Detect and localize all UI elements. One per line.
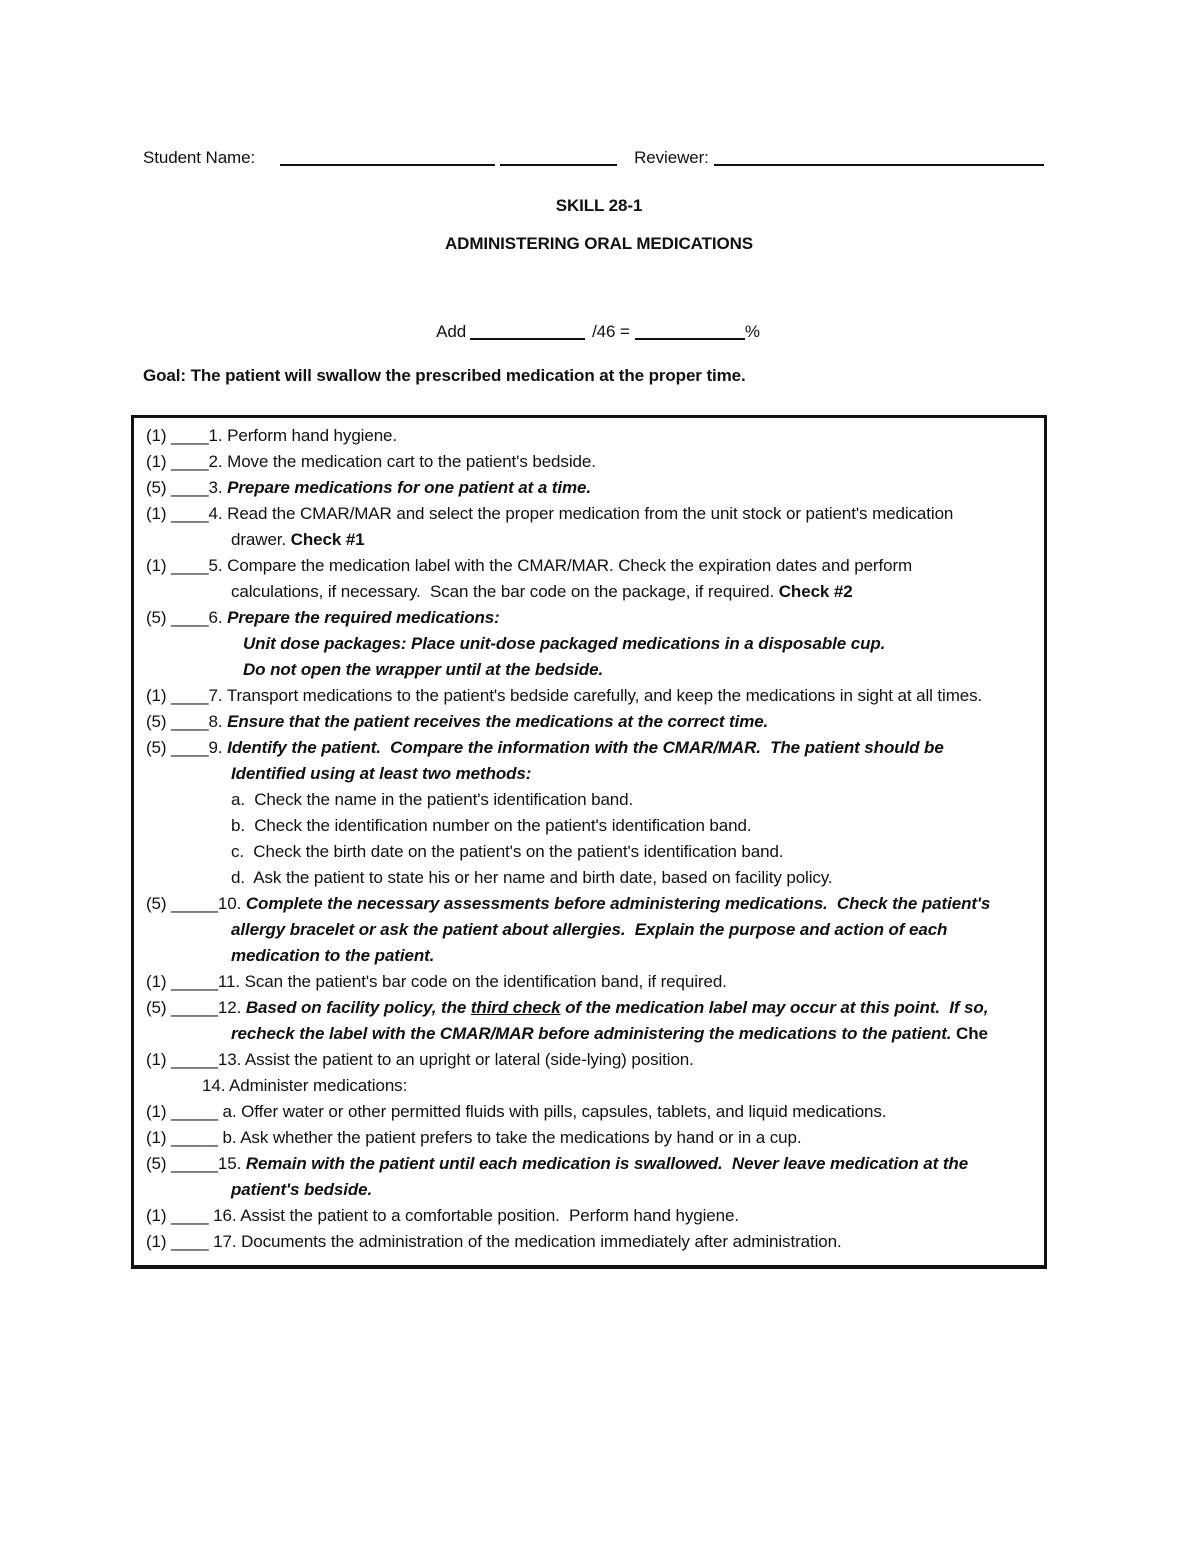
item-text-run: Assist the patient to an upright or lateral (side-lying) position. bbox=[244, 1050, 694, 1069]
item-blank: _____ bbox=[171, 1050, 218, 1069]
checklist-item-line bbox=[146, 891, 1038, 917]
goal-statement: Goal: The patient will swallow the prescribed medication at the proper time. bbox=[143, 366, 746, 385]
item-text-run: third check bbox=[470, 998, 561, 1017]
item-text-run: Perform hand hygiene. bbox=[227, 426, 398, 445]
checklist-item-line bbox=[146, 501, 1038, 527]
checklist-box bbox=[131, 415, 1047, 1269]
item-text-run: Check #2 bbox=[778, 582, 853, 601]
item-number: 1. bbox=[208, 426, 223, 445]
checklist-item-line bbox=[146, 1151, 1038, 1177]
item-points: (5) bbox=[146, 608, 167, 627]
item-blank: ____ bbox=[171, 556, 209, 575]
student-name-label: Student Name: bbox=[143, 148, 256, 167]
student-name-blank bbox=[280, 161, 495, 166]
item-points: (5) bbox=[146, 1154, 167, 1173]
checklist-item-continuation bbox=[146, 943, 1038, 969]
item-blank: _____ bbox=[171, 1154, 218, 1173]
percent-blank bbox=[635, 335, 745, 340]
item-text-run: Che bbox=[956, 1024, 988, 1043]
page-title: ADMINISTERING ORAL MEDICATIONS bbox=[444, 234, 754, 253]
item-text-run: Ensure that the patient receives the medications at the correct time. bbox=[227, 712, 769, 731]
item-blank: ____ bbox=[171, 426, 209, 445]
item-text-run: Remain with the patient until each medication is swallowed. Never leave medication at the bbox=[245, 1154, 969, 1173]
checklist-item-line bbox=[146, 995, 1038, 1021]
checklist-item-line bbox=[146, 1229, 1038, 1255]
reviewer-label: Reviewer: bbox=[634, 148, 709, 167]
item-text-run: Check the birth date on the patient's on the patient's identification band. bbox=[253, 842, 784, 861]
item-number: 6. bbox=[208, 608, 223, 627]
student-name-blank-2 bbox=[500, 161, 617, 166]
item-points: (1) bbox=[146, 556, 167, 575]
item-text-run: Check the name in the patient's identification band. bbox=[254, 790, 634, 809]
item-number: 9. bbox=[208, 738, 223, 757]
item-text-run: Scan the patient's bar code on the identification band, if required. bbox=[244, 972, 727, 991]
score-blank bbox=[470, 335, 585, 340]
item-number: 14. bbox=[202, 1076, 226, 1095]
document-content bbox=[131, 148, 1047, 1269]
item-blank: ____ bbox=[171, 608, 209, 627]
checklist-item-line bbox=[146, 1125, 1038, 1151]
checklist-item-continuation bbox=[146, 579, 1038, 605]
item-points: (1) bbox=[146, 1050, 167, 1069]
item-text-run: Administer medications: bbox=[229, 1076, 408, 1095]
checklist-item-continuation bbox=[146, 657, 1038, 683]
checklist-item-line bbox=[146, 813, 1038, 839]
item-points: (5) bbox=[146, 894, 167, 913]
item-blank: ____ bbox=[171, 452, 209, 471]
item-blank: ____ bbox=[171, 1206, 214, 1225]
item-text-run: Check the identification number on the patient's identification band. bbox=[254, 816, 752, 835]
item-text-run: Complete the necessary assessments before administering medications. Check the patient's bbox=[245, 894, 991, 913]
item-text-run: calculations, if necessary. Scan the bar code on the package, if required. bbox=[231, 582, 779, 601]
item-text-run: drawer. bbox=[231, 530, 291, 549]
item-text-run: recheck the label with the CMAR/MAR before administering the medications to the patient. bbox=[231, 1024, 957, 1043]
item-text-run: Assist the patient to a comfortable position. Perform hand hygiene. bbox=[240, 1206, 739, 1225]
checklist-item-line bbox=[146, 1203, 1038, 1229]
item-points: (5) bbox=[146, 478, 167, 497]
item-points: (1) bbox=[146, 452, 167, 471]
checklist-item-line bbox=[146, 969, 1038, 995]
checklist-item-line bbox=[146, 735, 1038, 761]
checklist-item-line bbox=[146, 683, 1038, 709]
item-points: (1) bbox=[146, 1232, 167, 1251]
item-number: 13. bbox=[217, 1050, 242, 1069]
checklist-item-line bbox=[146, 475, 1038, 501]
item-text-run: Unit dose packages: Place unit-dose packaged medications in a disposable cup. bbox=[243, 634, 886, 653]
checklist-item-continuation bbox=[146, 917, 1038, 943]
percent-sign: % bbox=[744, 322, 760, 341]
item-text-run: Move the medication cart to the patient's bedside. bbox=[227, 452, 596, 471]
name-reviewer-row bbox=[131, 148, 1047, 168]
add-label: Add bbox=[436, 322, 467, 341]
item-blank: ____ bbox=[171, 738, 209, 757]
item-blank: ____ bbox=[171, 712, 209, 731]
checklist-item-line bbox=[146, 709, 1038, 735]
item-text-run: Check #1 bbox=[290, 530, 365, 549]
item-text-run: medication to the patient. bbox=[231, 946, 435, 965]
item-number: a. bbox=[222, 1102, 237, 1121]
reviewer-blank bbox=[714, 161, 1044, 166]
item-text-run: Based on facility policy, the bbox=[245, 998, 471, 1017]
item-text-run: Ask the patient to state his or her name and birth date, based on facility policy. bbox=[253, 868, 833, 887]
item-blank: _____ bbox=[171, 998, 218, 1017]
item-number: 11. bbox=[217, 972, 240, 991]
item-points: (1) bbox=[146, 426, 167, 445]
divisor-label: /46 = bbox=[592, 322, 630, 341]
item-text-run: Prepare medications for one patient at a time. bbox=[227, 478, 591, 497]
item-text-run: Documents the administration of the medication immediately after administration. bbox=[241, 1232, 842, 1251]
checklist-item-continuation bbox=[146, 1177, 1038, 1203]
skill-number-title: SKILL 28-1 bbox=[555, 196, 643, 215]
item-number: 12. bbox=[217, 998, 242, 1017]
item-number: b. bbox=[231, 816, 250, 835]
item-blank: _____ bbox=[171, 972, 218, 991]
item-text-run: Identify the patient. Compare the information with the CMAR/MAR. The patient should be bbox=[227, 738, 944, 757]
item-number: d. bbox=[231, 868, 250, 887]
checklist-item-line bbox=[146, 1047, 1038, 1073]
item-text-run: Transport medications to the patient's bedside carefully, and keep the medications in sight at all times. bbox=[226, 686, 983, 705]
item-text-run: Do not open the wrapper until at the bedside. bbox=[243, 660, 604, 679]
item-points: (5) bbox=[146, 712, 167, 731]
checklist-item-line bbox=[146, 865, 1038, 891]
item-text-run: Prepare the required medications: bbox=[227, 608, 500, 627]
item-number: 4. bbox=[208, 504, 223, 523]
item-blank: ____ bbox=[171, 478, 209, 497]
checklist-item-continuation bbox=[146, 631, 1038, 657]
item-blank: ____ bbox=[171, 686, 209, 705]
item-text-run: of the medication label may occur at this point. If so, bbox=[560, 998, 989, 1017]
item-text-run: patient's bedside. bbox=[231, 1180, 373, 1199]
item-blank: _____ bbox=[171, 1102, 223, 1121]
checklist-item-line bbox=[146, 1099, 1038, 1125]
item-points: (1) bbox=[146, 504, 167, 523]
item-text-run: allergy bracelet or ask the patient about allergies. Explain the purpose and action of each bbox=[231, 920, 948, 939]
checklist-item-line bbox=[146, 449, 1038, 475]
checklist-item-line bbox=[146, 553, 1038, 579]
item-text-run: Read the CMAR/MAR and select the proper medication from the unit stock or patient's medication bbox=[227, 504, 954, 523]
checklist-item-continuation bbox=[146, 761, 1038, 787]
item-text-run: Compare the medication label with the CMAR/MAR. Check the expiration dates and perform bbox=[227, 556, 913, 575]
item-blank: _____ bbox=[171, 1128, 223, 1147]
checklist-item-continuation bbox=[146, 527, 1038, 553]
checklist-items bbox=[146, 423, 1038, 1255]
item-number: 10. bbox=[217, 894, 242, 913]
item-blank: _____ bbox=[171, 894, 218, 913]
item-number: b. bbox=[222, 1128, 237, 1147]
item-blank: ____ bbox=[171, 1232, 214, 1251]
checklist-item-line bbox=[146, 423, 1038, 449]
item-points: (5) bbox=[146, 738, 167, 757]
item-points: (1) bbox=[146, 1206, 167, 1225]
checklist-item-continuation bbox=[146, 1021, 1038, 1047]
item-number: 7. bbox=[208, 686, 223, 705]
score-row bbox=[131, 322, 1047, 342]
checklist-item-line bbox=[146, 605, 1038, 631]
checklist-item-line bbox=[146, 1073, 1038, 1099]
item-number: 5. bbox=[208, 556, 223, 575]
item-number: c. bbox=[231, 842, 249, 861]
item-text-run: Offer water or other permitted fluids with pills, capsules, tablets, and liquid medications. bbox=[241, 1102, 887, 1121]
item-points: (5) bbox=[146, 998, 167, 1017]
item-points: (1) bbox=[146, 1128, 167, 1147]
item-number: 3. bbox=[208, 478, 223, 497]
item-number: 8. bbox=[208, 712, 223, 731]
item-number: 16. bbox=[213, 1206, 237, 1225]
item-number: 15. bbox=[217, 1154, 242, 1173]
item-text-run: Ask whether the patient prefers to take the medications by hand or in a cup. bbox=[240, 1128, 802, 1147]
item-number: 2. bbox=[208, 452, 223, 471]
item-points: (1) bbox=[146, 686, 167, 705]
checklist-item-line bbox=[146, 839, 1038, 865]
item-text-run: Identified using at least two methods: bbox=[231, 764, 532, 783]
item-blank: ____ bbox=[171, 504, 209, 523]
item-number: 17. bbox=[213, 1232, 237, 1251]
item-points: (1) bbox=[146, 1102, 167, 1121]
item-number: a. bbox=[231, 790, 250, 809]
item-points: (1) bbox=[146, 972, 167, 991]
checklist-item-line bbox=[146, 787, 1038, 813]
